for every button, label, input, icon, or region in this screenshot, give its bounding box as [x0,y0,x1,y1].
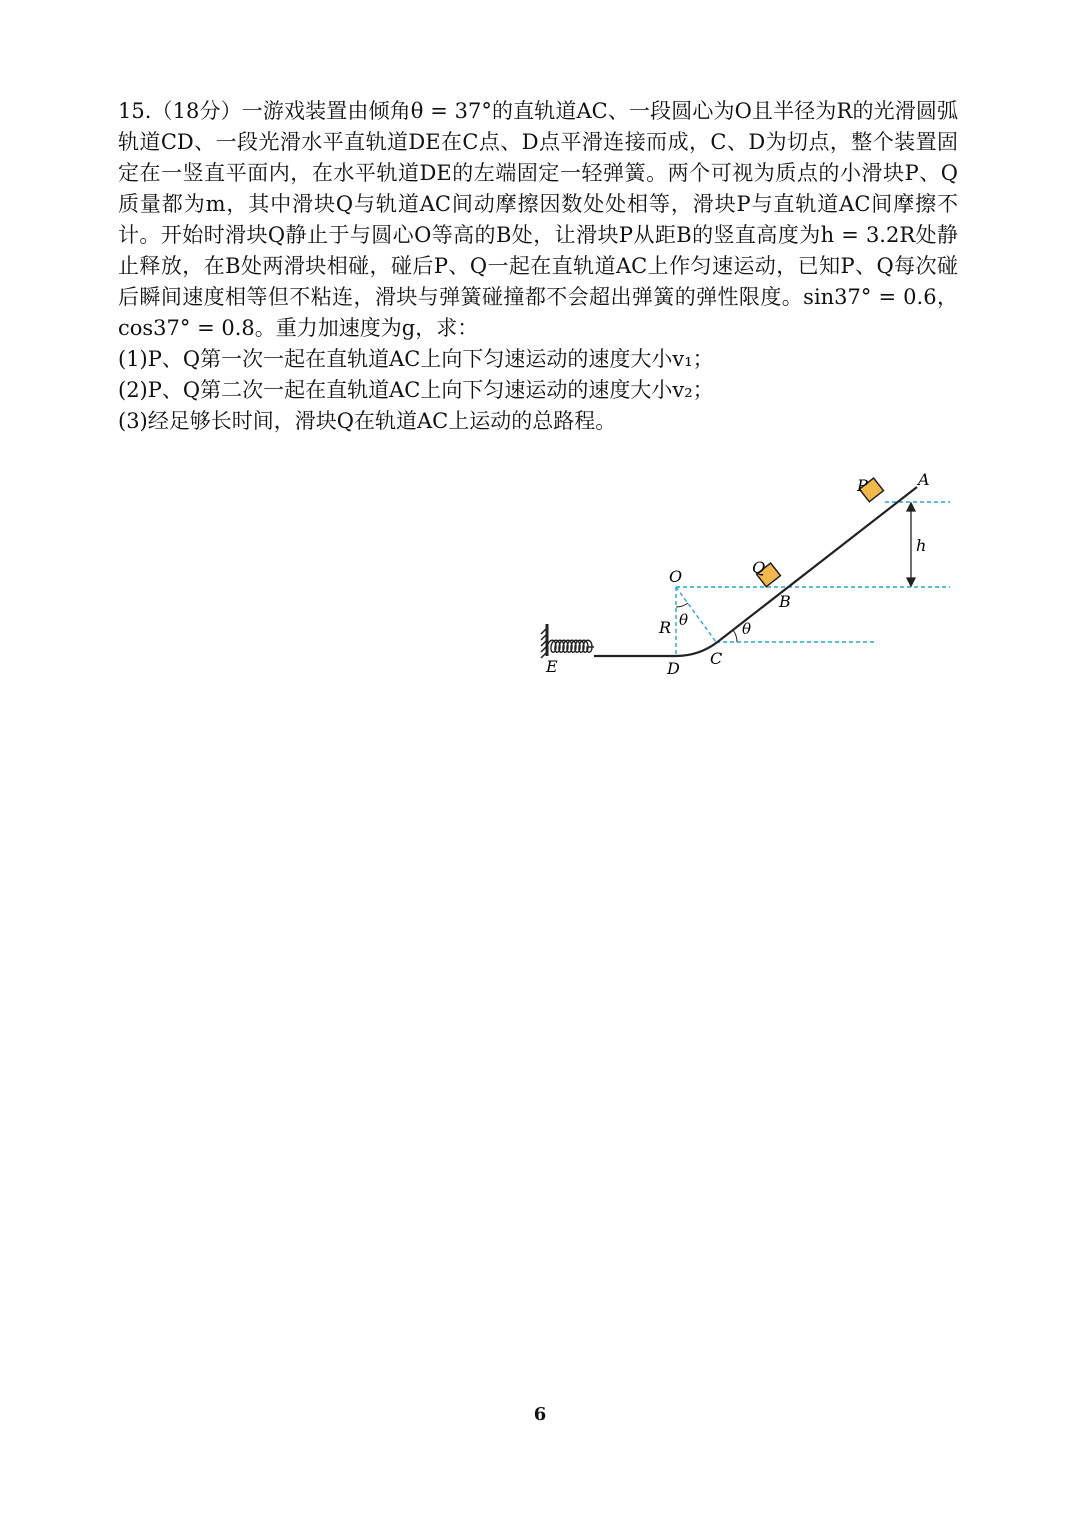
label-q: Q [752,558,766,577]
problem-text [118,96,958,437]
page-number: 6 [533,1404,547,1425]
height-arrow [907,503,915,586]
theta-arc-O [676,603,688,607]
question-2: (2)P、Q第二次一起在直轨道AC上向下匀速运动的速度大小v₂； [118,378,714,402]
track-diagram [530,470,960,685]
label-a: A [918,470,930,489]
label-d: D [667,659,680,678]
label-p: P [857,476,868,495]
label-r: R [659,618,672,637]
theta-arc-C [733,630,737,642]
problem-stem: 15.（18分）一游戏装置由倾角θ = 37°的直轨道AC、一段圆心为O且半径为R的光滑圆弧轨道CD、一段光滑水平直轨道DE在C点、D点平滑连接而成，C、D为切点，整个装置固定在一竖直平面内，在水平轨道DE的左端固定一轻弹簧。两个可视为质点的小滑块P、Q质量都为m，其中滑块Q与轨道AC间动摩擦因数处处相等，滑块P与直轨道AC间摩擦不计。开始时滑块Q静止于与圆心O等高的B处，让滑块P从距B的竖直高度为h = 3.2R处静止释放，在B处两滑块相碰，碰后P、Q一起在直轨道AC上作匀速运动，已知P、Q每次碰后瞬间速度相等但不粘连，滑块与弹簧碰撞都不会超出弹簧的弹性限度。sin37° = 0.6，cos37° = 0.8。重力加速度为g，求： [118,99,958,340]
question-1: (1)P、Q第一次一起在直轨道AC上向下匀速运动的速度大小v₁； [118,347,714,371]
label-o: O [669,567,683,586]
label-h: h [916,536,927,555]
label-c: C [710,649,723,668]
spring [547,640,594,652]
wall [541,624,547,658]
label-e: E [546,657,558,676]
label-b: B [779,592,791,611]
question-3: (3)经足够长时间，滑块Q在轨道AC上运动的总路程。 [118,409,617,433]
label-theta-c: θ [742,620,752,638]
label-theta-o: θ [679,611,689,629]
